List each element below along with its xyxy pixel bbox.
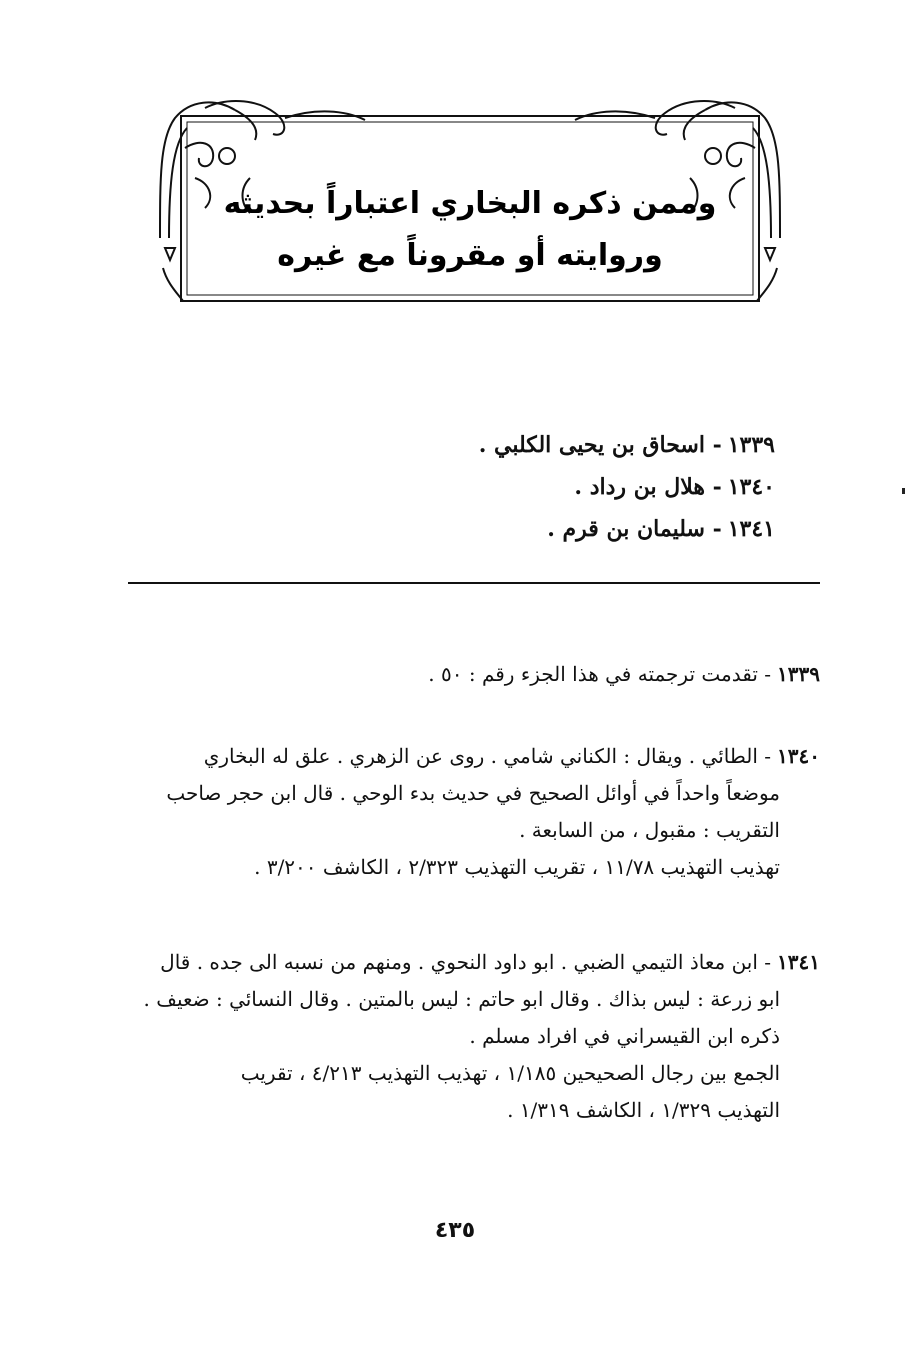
footnote-line: ذكره ابن القيسراني في افراد مسلم . [469,1024,780,1048]
footnote-reference-line: تهذيب التهذيب ١١/٧٨ ، تقريب التهذيب ٢/٣٢٣ ، الكاشف ٣/٢٠٠ . [254,855,780,879]
page-number: ٤٣٥ [434,1218,476,1243]
footnote-number: ١٣٤٠ [777,744,820,768]
footnote-1339 [120,656,820,693]
scan-edge-mark [902,488,905,494]
list-item [175,424,775,466]
entry-number: ١٣٣٩ [727,432,775,458]
heading-line-1: وممن ذكره البخاري اعتباراً بحديثه [223,186,717,221]
footnote-reference-line: التهذيب ١/٣٢٩ ، الكاشف ١/٣١٩ . [507,1098,780,1122]
list-item [175,508,775,550]
entry-text: - اسحاق بن يحيى الكلبي . [478,432,722,458]
entry-number: ١٣٤٠ [727,474,775,500]
footnote-line [120,656,820,693]
footnote-text: - الطائي . ويقال : الكناني شامي . روى عن الزهري . علق له البخاري [203,744,772,768]
footnote-divider [128,582,820,584]
footnote-1340 [120,738,820,886]
footnote-line: موضعاً واحداً في أوائل الصحيح في حديث بدء الوحي . قال ابن حجر صاحب [166,781,780,805]
footnote-1341 [120,944,820,1129]
footnote-line [120,944,820,981]
heading-line-2: وروايته أو مقروناً مع غيره [277,238,663,273]
footnote-line [120,738,820,775]
footnote-line: التقريب : مقبول ، من السابعة . [519,818,780,842]
footnote-text: - تقدمت ترجمته في هذا الجزء رقم : ٥٠ . [428,662,772,686]
footnote-reference-line: الجمع بين رجال الصحيحين ١/١٨٥ ، تهذيب التهذيب ٤/٢١٣ ، تقريب [240,1061,780,1085]
chapter-heading [181,150,759,300]
list-item [175,466,775,508]
footnote-line: ابو زرعة : ليس بذاك . وقال ابو حاتم : ليس بالمتين . وقال النسائي : ضعيف . [143,987,780,1011]
footnote-text: - ابن معاذ التيمي الضبي . ابو داود النحوي . ومنهم من نسبه الى جده . قال [160,950,772,974]
entry-list [175,424,775,550]
entry-number: ١٣٤١ [727,516,775,542]
footnote-number: ١٣٤١ [777,950,820,974]
entry-text: - هلال بن رداد . [574,474,722,500]
footnote-number: ١٣٣٩ [777,662,820,686]
entry-text: - سليمان بن قرم . [547,516,722,542]
